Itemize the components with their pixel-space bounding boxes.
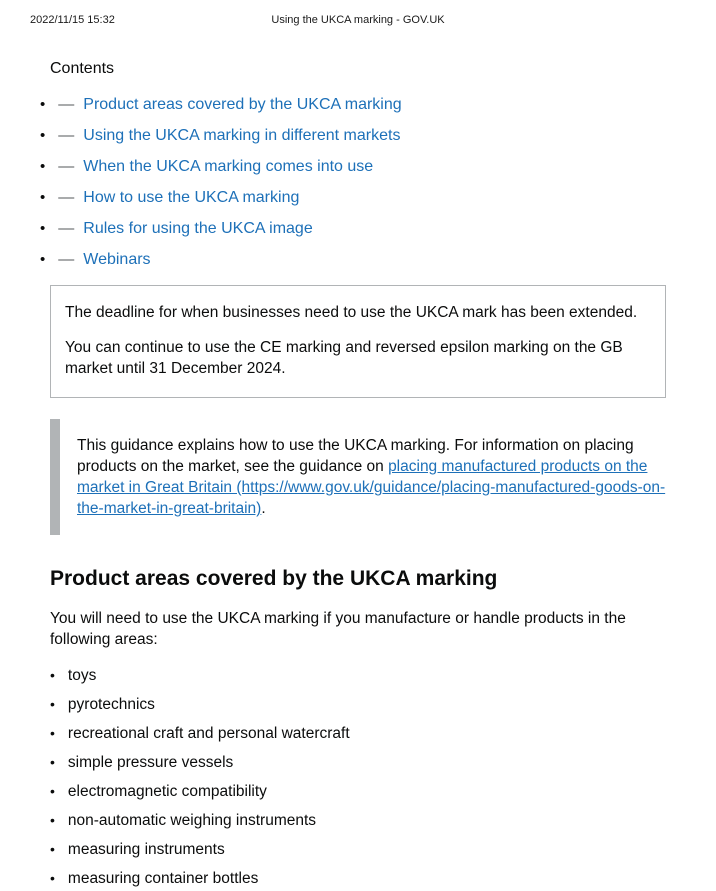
- bullet-icon: •: [50, 754, 55, 770]
- area-list-item: [50, 695, 666, 714]
- toc-dash: —: [58, 251, 75, 268]
- notice-line-1: The deadline for when businesses need to use the UKCA mark has been extended.: [65, 304, 638, 321]
- toc-link-comes-into-use[interactable]: When the UKCA marking comes into use: [83, 158, 374, 175]
- page-content: [0, 60, 716, 888]
- area-item-label: measuring instruments: [67, 841, 225, 858]
- bullet-icon: •: [50, 841, 55, 857]
- area-item-label: pyrotechnics: [67, 696, 155, 713]
- notice-line-2: You can continue to use the CE marking and reversed epsilon marking on the GB market until 31 December 2024.: [65, 339, 623, 377]
- bullet-icon: •: [50, 783, 55, 799]
- toc-item: [40, 96, 666, 113]
- area-list-item: [50, 811, 666, 830]
- quote-text-after: .: [261, 500, 266, 517]
- toc-link-how-to-use[interactable]: How to use the UKCA marking: [83, 189, 300, 206]
- toc-dash: —: [58, 158, 75, 175]
- placing-manufactured-products-link[interactable]: placing manufactured products on the market in Great Britain (https://www.gov.uk/guidance/placing-manufactured-goods-on-the-market-in-great-britain): [77, 458, 666, 517]
- toc-item: [40, 158, 666, 175]
- bullet-icon: •: [40, 220, 46, 237]
- area-list-item: [50, 753, 666, 772]
- bullet-icon: •: [50, 870, 55, 886]
- product-area-list: [50, 666, 666, 888]
- contents-heading: Contents: [50, 60, 115, 77]
- area-item-label: recreational craft and personal watercraft: [67, 725, 350, 742]
- toc-dash: —: [58, 220, 75, 237]
- bullet-icon: •: [40, 158, 46, 175]
- area-list-item: [50, 724, 666, 743]
- area-item-label: toys: [67, 667, 97, 684]
- bullet-icon: •: [50, 696, 55, 712]
- area-item-label: measuring container bottles: [67, 870, 259, 887]
- document-title: Using the UKCA marking - GOV.UK: [271, 14, 445, 26]
- toc-dash: —: [58, 96, 75, 113]
- bullet-icon: •: [50, 812, 55, 828]
- toc-item: [40, 220, 666, 237]
- area-item-label: simple pressure vessels: [67, 754, 234, 771]
- area-list-item: [50, 782, 666, 801]
- print-header: [0, 0, 716, 44]
- bullet-icon: •: [40, 127, 46, 144]
- guidance-quote: [50, 419, 666, 535]
- bullet-icon: •: [40, 189, 46, 206]
- area-item-label: non-automatic weighing instruments: [67, 812, 317, 829]
- toc-link-different-markets[interactable]: Using the UKCA marking in different markets: [83, 127, 401, 144]
- bullet-icon: •: [40, 96, 46, 113]
- section-intro: You will need to use the UKCA marking if you manufacture or handle products in the following areas:: [50, 610, 626, 648]
- deadline-notice-box: [50, 285, 666, 398]
- area-list-item: [50, 869, 666, 888]
- bullet-icon: •: [50, 667, 55, 683]
- table-of-contents: [40, 96, 666, 268]
- bullet-icon: •: [40, 251, 46, 268]
- quote-text-before: This guidance explains how to use the UKCA marking. For information on placing products on the market, see the guidance on: [77, 437, 634, 475]
- toc-item: [40, 127, 666, 144]
- toc-link-product-areas[interactable]: Product areas covered by the UKCA marking: [83, 96, 402, 113]
- toc-link-webinars[interactable]: Webinars: [83, 251, 151, 268]
- toc-item: [40, 251, 666, 268]
- area-item-label: electromagnetic compatibility: [67, 783, 267, 800]
- print-timestamp: 2022/11/15 15:32: [30, 14, 115, 26]
- section-heading-product-areas: Product areas covered by the UKCA marking: [50, 567, 498, 590]
- toc-dash: —: [58, 189, 75, 206]
- toc-link-rules-image[interactable]: Rules for using the UKCA image: [83, 220, 313, 237]
- bullet-icon: •: [50, 725, 55, 741]
- area-list-item: [50, 840, 666, 859]
- toc-item: [40, 189, 666, 206]
- area-list-item: [50, 666, 666, 685]
- toc-dash: —: [58, 127, 75, 144]
